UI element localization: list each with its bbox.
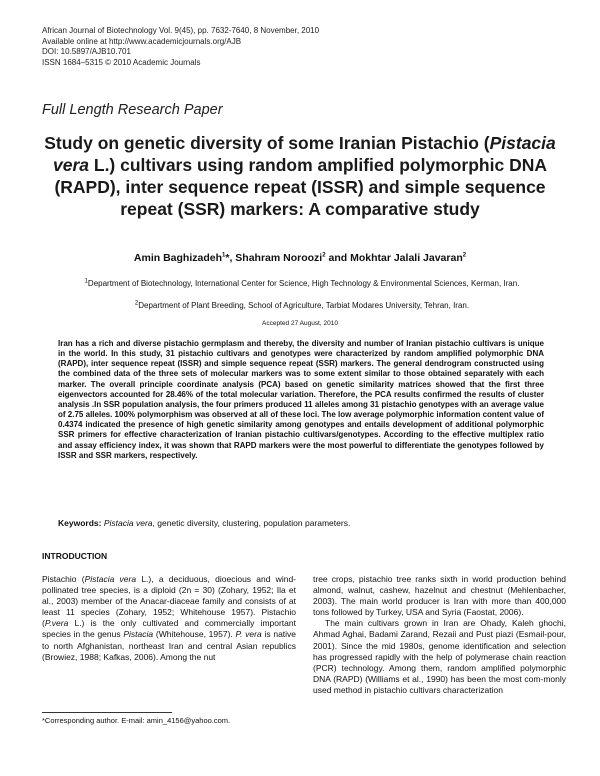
affiliation-2-text: Department of Plant Breeding, School of Agriculture, Tarbiat Modares University, Tehran, Iran. (138, 301, 470, 310)
keywords-label: Keywords: (58, 518, 102, 528)
right-column (313, 574, 566, 696)
title-part2: L.) cultivars using random amplified polymorphic DNA (RAPD), inter sequence repeat (ISSR) and simple sequence repeat (SSR) markers: A comparative study (54, 155, 547, 219)
italic-run: Pistacia (123, 629, 154, 640)
text-run: is native to north Afghanistan, northeast Iran and central Asian republics (Browiez, 1988; Kafkas, 2006). Among the nut (42, 629, 297, 662)
italic-run: P. vera (235, 629, 262, 640)
accepted-date: Accepted 27 August, 2010 (262, 320, 338, 327)
author-2: Shahram Noroozi (235, 252, 323, 264)
title-part1: Study on genetic diversity of some Iranian Pistachio ( (44, 133, 490, 153)
affiliation-1-text: Department of Biotechnology, International Center for Science, High Technology & Environmental Sciences, Kerman, Iran. (87, 279, 520, 288)
text-run: (Whitehouse, 1957). (153, 629, 236, 640)
footnote-divider (42, 712, 172, 713)
abstract: Iran has a rich and diverse pistachio germplasm and thereby, the diversity and number of Iranian pistachio cultivars is unique in the world. In this study, 31 pistachio cultivars and genotypes were characterized by random amplified polymorphic DNA (RAPD), inter sequence repeat (ISSR) and simple sequence repeat (SSR) markers. The general dendrogram constructed using the combined data of the three sets of molecular markers was to some extent similar to those obtained separately with each marker. The overall principle coordinate analysis (PCA) based on genetic similarity matrices showed that the first three eigenvectors accounted for 28.46% of the total molecular variation. Therefore, the PCA results confirmed the results of cluster analysis .In SSR population analysis, the four primers produced 11 alleles among 31 pistachio genotypes with an average value of 2.75 alleles. 100% polymorphism was observed at all of these loci. The low average polymorphic information content value of 0.4374 indicated the presence of high genetic similarity among genotypes and entails development of additional polymorphic SSR primers for effective characterization of Iranian pistachio cultivars/genotypes. According to the effective multiplex ratio and assay efficiency index, it was shown that RAPD markers were the most powerful to differentiate the genotypes followed by ISSR and SSR markers, respectively. (58, 339, 544, 460)
right-paragraph-1: tree crops, pistachio tree ranks sixth in world production behind almond, walnut, cashew, hazelnut and chestnut (Mehlenbacher, 2003). The main world producer is Iran with more than 400,000 tons followed by Turkey, USA and Syria (Faostat, 2006). (313, 574, 566, 618)
paper-type: Full Length Research Paper (42, 102, 223, 118)
author-1-corresponding: * (225, 252, 230, 264)
italic-run: Pistacia vera (84, 574, 137, 584)
journal-doi: DOI: 10.5897/AJB10.701 (42, 47, 131, 56)
affiliation-1 (42, 279, 562, 290)
keywords-species: Pistacia vera (103, 518, 153, 528)
affiliation-2-number: 2 (134, 300, 139, 307)
author-separator: , (229, 252, 236, 264)
text-run: L.), a deciduous, dioecious and wind-pollinated tree species, is a diploid (2n = 30) (Zohary, 1952; Ila et al., 2003) member of the Anacar-diaceae family and consists of at least 11 species (Zohary, 1952; Whitehouse 1957). Pistachio ( (42, 574, 296, 629)
journal-citation: African Journal of Biotechnology Vol. 9(45), pp. 7632-7640, 8 November, 2010 (42, 26, 320, 35)
author-1: Amin Baghizadeh (133, 252, 223, 264)
author-1-affil: 1 (222, 252, 226, 259)
introduction-heading: INTRODUCTION (42, 551, 108, 561)
corresponding-author-footnote: *Corresponding author. E-mail: amin_4156@yahoo.com. (42, 716, 231, 725)
left-paragraph (42, 574, 296, 663)
keywords (58, 518, 544, 528)
author-3-affil: 2 (462, 252, 467, 259)
text-run: Pistachio ( (42, 574, 85, 584)
paper-title (30, 132, 570, 220)
journal-issn: ISSN 1684–5315 © 2010 Academic Journals (42, 57, 201, 67)
right-paragraph-2: The main cultivars grown in Iran are Ohady, Kaleh ghochi, Ahmad Aghai, Badami Zarand, Rezaii and Pust piazi (Esmail-pour, 2001). Since the mid 1980s, genome identification and selection has progressed rapidly with the help of polymerase chain reaction (PCR) technology. Among them, random amplified polymorphic DNA (RAPD) (Williams et al., 1990) has been the most com-monly used method in pistachio cultivars characterization (313, 618, 566, 695)
affiliation-2 (42, 301, 562, 312)
journal-url: Available online at http://www.academicjournals.org/AJB (42, 36, 242, 46)
title-species: Pistacia vera (53, 133, 556, 175)
author-separator: and (325, 252, 351, 264)
italic-run: P.vera (44, 618, 69, 629)
author-2-affil: 2 (322, 252, 326, 259)
keywords-rest: , genetic diversity, clustering, population parameters. (152, 518, 351, 528)
left-column (42, 574, 296, 663)
author-list (0, 252, 600, 264)
author-3: Mokhtar Jalali Javaran (350, 252, 463, 264)
journal-header (42, 26, 319, 68)
text-run: L.) is the only cultivated and commercially important species in the genus (42, 618, 296, 640)
affiliation-1-number: 1 (84, 278, 88, 285)
